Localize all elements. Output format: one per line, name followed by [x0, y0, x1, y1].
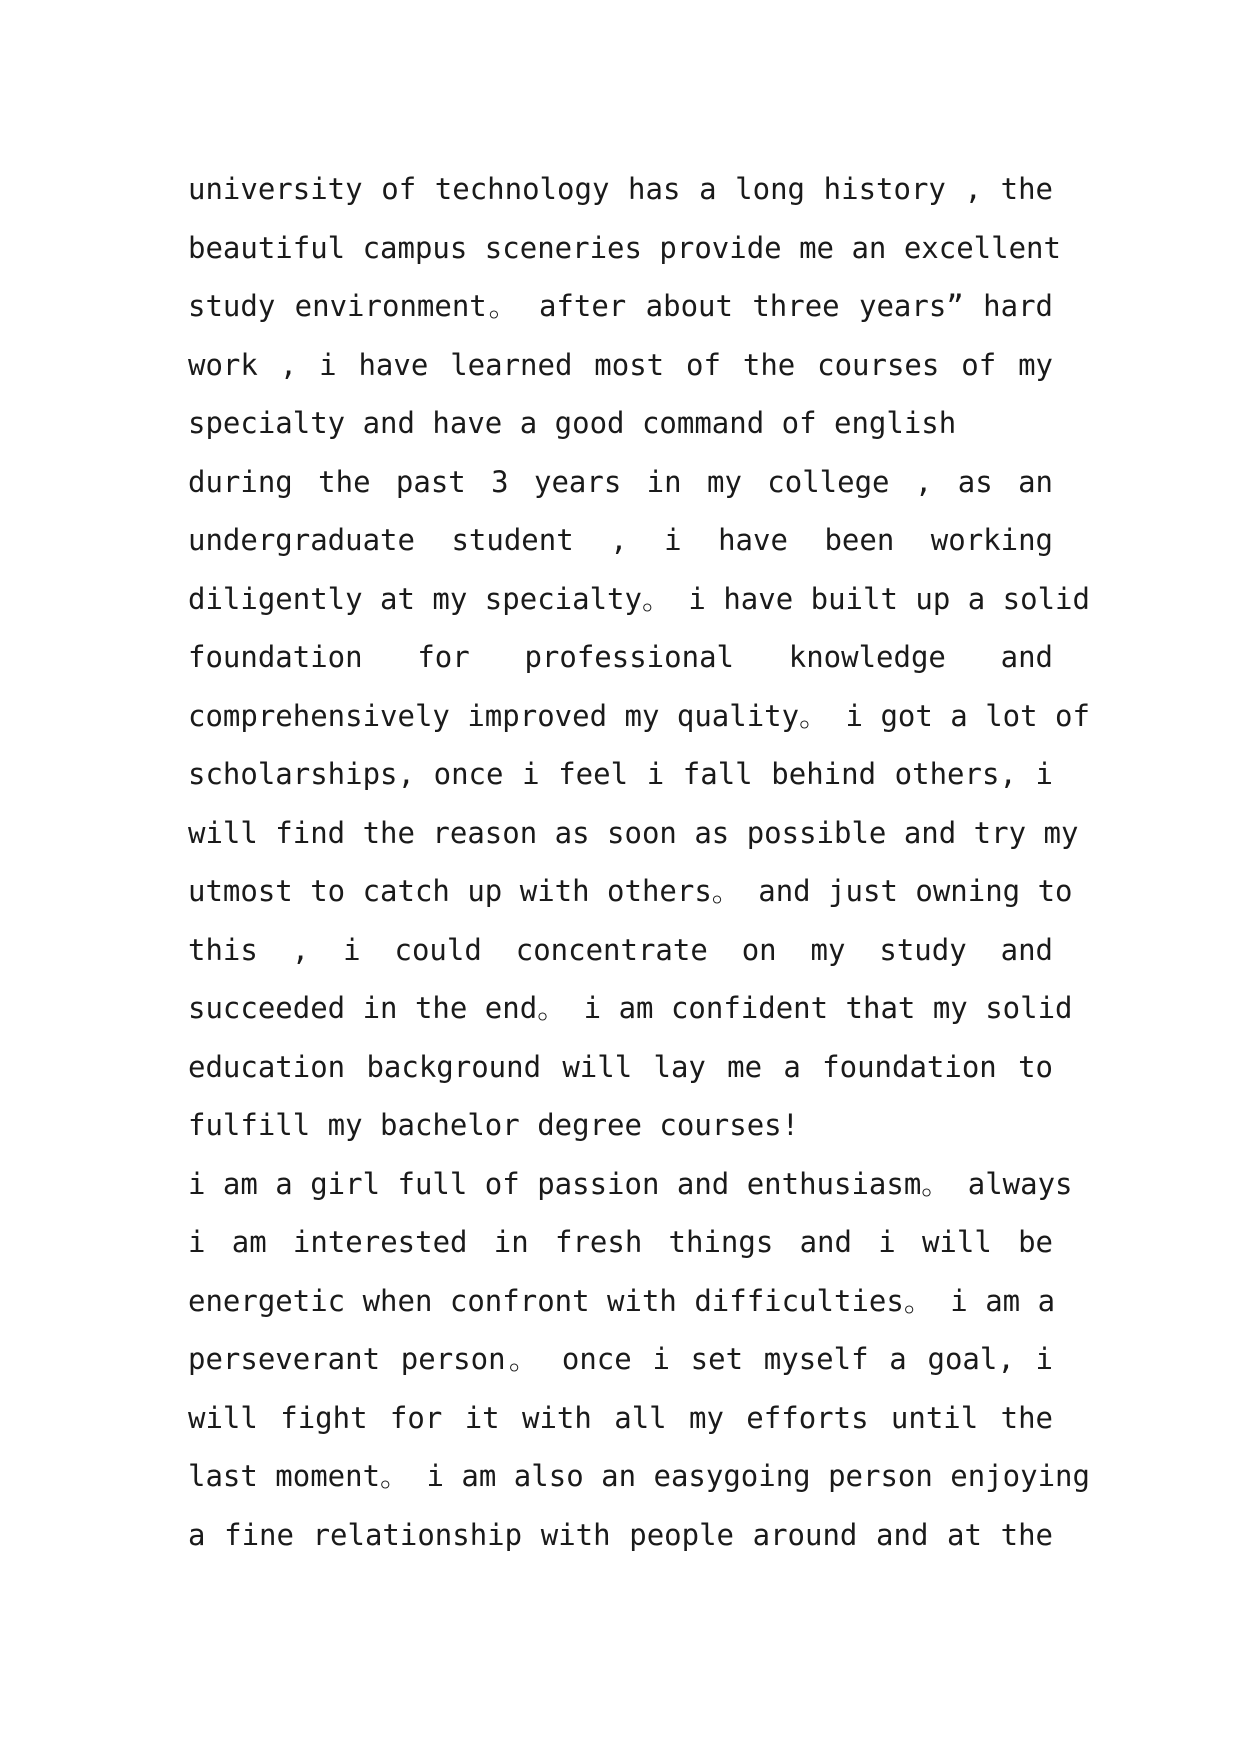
text-line: i am a girl full of passion and enthusiasm。 always: [188, 1166, 1073, 1201]
text-line: work , i have learned most of the courses of my: [188, 347, 1053, 382]
text-line: last moment。 i am also an easygoing person enjoying: [188, 1459, 1090, 1493]
text-line: energetic when confront with difficulties。 i am a: [188, 1283, 1056, 1318]
text-line: scholarships, once i feel i fall behind others, i: [188, 757, 1053, 791]
text-line: diligently at my specialty。 i have built up a solid: [188, 581, 1090, 616]
text-line: during the past 3 years in my college , as an: [188, 464, 1053, 499]
text-line: comprehensively improved my quality。 i got a lot of: [188, 698, 1090, 733]
text-line: study environment。 after about three years” hard: [188, 289, 1053, 323]
text-line: will fight for it with all my efforts until the: [188, 1400, 1053, 1435]
text-line: utmost to catch up with others。 and just owning to: [188, 874, 1073, 908]
text-line: fulfill my bachelor degree courses!: [188, 1108, 800, 1142]
text-line: a fine relationship with people around and at the: [188, 1517, 1053, 1552]
text-line: beautiful campus sceneries provide me an excellent: [188, 230, 1061, 265]
text-line: i am interested in fresh things and i will be: [188, 1225, 1053, 1259]
document-body: [188, 160, 1090, 1564]
text-line: education background will lay me a foundation to: [188, 1049, 1053, 1084]
text-line: succeeded in the end。 i am confident that my solid: [188, 991, 1073, 1025]
text-line: specialty and have a good command of english: [188, 406, 957, 440]
text-line: perseverant person。 once i set myself a goal, i: [188, 1342, 1053, 1376]
text-line: foundation for professional knowledge and: [188, 640, 1053, 674]
text-line: university of technology has a long history , the: [188, 172, 1053, 206]
text-line: undergraduate student , i have been working: [188, 523, 1053, 557]
text-line: will find the reason as soon as possible and try my: [188, 815, 1079, 850]
text-line: this , i could concentrate on my study and: [188, 932, 1053, 967]
